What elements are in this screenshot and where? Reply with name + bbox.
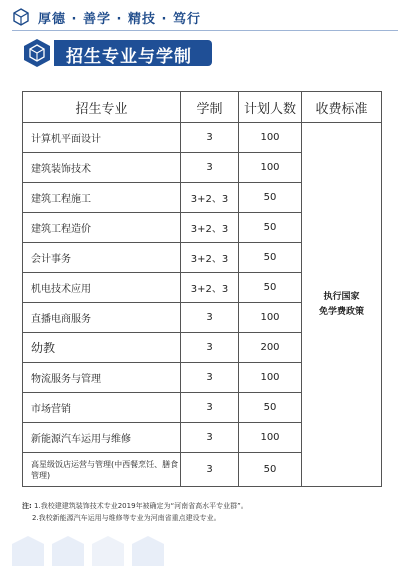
major-cell: 建筑工程造价 — [23, 213, 181, 243]
major-cell: 直播电商服务 — [23, 303, 181, 333]
section-title — [22, 38, 212, 70]
duration-cell: 3 — [181, 303, 239, 333]
plan-cell: 100 — [239, 423, 302, 453]
plan-cell: 50 — [239, 213, 302, 243]
plan-cell: 100 — [239, 153, 302, 183]
section-title-text: 招生专业与学制 — [66, 47, 192, 67]
major-cell: 建筑工程施工 — [23, 183, 181, 213]
major-cell: 计算机平面设计 — [23, 123, 181, 153]
duration-cell: 3 — [181, 363, 239, 393]
fee-line-2: 免学费政策 — [318, 306, 364, 317]
major-cell: 幼教 — [23, 333, 181, 363]
duration-cell: 3+2、3 — [181, 273, 239, 303]
major-cell: 建筑装饰技术 — [23, 153, 181, 183]
plan-cell: 50 — [239, 243, 302, 273]
major-cell: 市场营销 — [23, 393, 181, 423]
header-duration: 学制 — [181, 92, 239, 123]
plan-cell: 100 — [239, 303, 302, 333]
plan-cell: 100 — [239, 363, 302, 393]
duration-cell: 3+2、3 — [181, 213, 239, 243]
footnote-lead: 注: — [22, 502, 32, 510]
plan-cell: 50 — [239, 453, 302, 487]
duration-cell: 3 — [181, 333, 239, 363]
duration-cell: 3+2、3 — [181, 183, 239, 213]
plan-cell: 50 — [239, 273, 302, 303]
enrollment-table — [22, 91, 381, 487]
fee-line-1: 执行国家 — [323, 292, 360, 303]
header-fee: 收费标准 — [302, 92, 382, 123]
table-row — [23, 123, 382, 153]
major-cell: 高星级饭店运营与管理(中西餐烹饪、膳食管理) — [23, 453, 181, 487]
major-cell: 机电技术应用 — [23, 273, 181, 303]
duration-cell: 3 — [181, 393, 239, 423]
plan-cell: 50 — [239, 393, 302, 423]
duration-cell: 3 — [181, 453, 239, 487]
header-divider — [12, 30, 398, 31]
duration-cell: 3 — [181, 153, 239, 183]
hexagon-cube-icon — [12, 8, 30, 26]
duration-cell: 3 — [181, 123, 239, 153]
footnote-1 — [22, 501, 392, 513]
table-header-row — [23, 92, 382, 123]
school-motto: 厚德 · 善学 · 精技 · 笃行 — [38, 12, 201, 27]
major-cell: 会计事务 — [23, 243, 181, 273]
plan-cell: 200 — [239, 333, 302, 363]
footnotes — [22, 501, 392, 525]
header-plan: 计划人数 — [239, 92, 302, 123]
major-cell: 新能源汽车运用与维修 — [23, 423, 181, 453]
footnote-1-text: 1.我校建建筑装饰技术专业2019年被确定为“河南省高水平专业群”。 — [34, 502, 248, 510]
duration-cell: 3+2、3 — [181, 243, 239, 273]
plan-cell: 100 — [239, 123, 302, 153]
motto-bar — [0, 0, 410, 32]
header-major: 招生专业 — [23, 92, 181, 123]
footnote-2: 2.我校新能源汽车运用与维修等专业为河南省重点建设专业。 — [32, 513, 221, 522]
plan-cell: 50 — [239, 183, 302, 213]
duration-cell: 3 — [181, 423, 239, 453]
fee-cell — [302, 123, 382, 487]
cube-badge-icon — [22, 38, 52, 68]
major-cell: 物流服务与管理 — [23, 363, 181, 393]
decorative-hexagons — [0, 536, 410, 566]
